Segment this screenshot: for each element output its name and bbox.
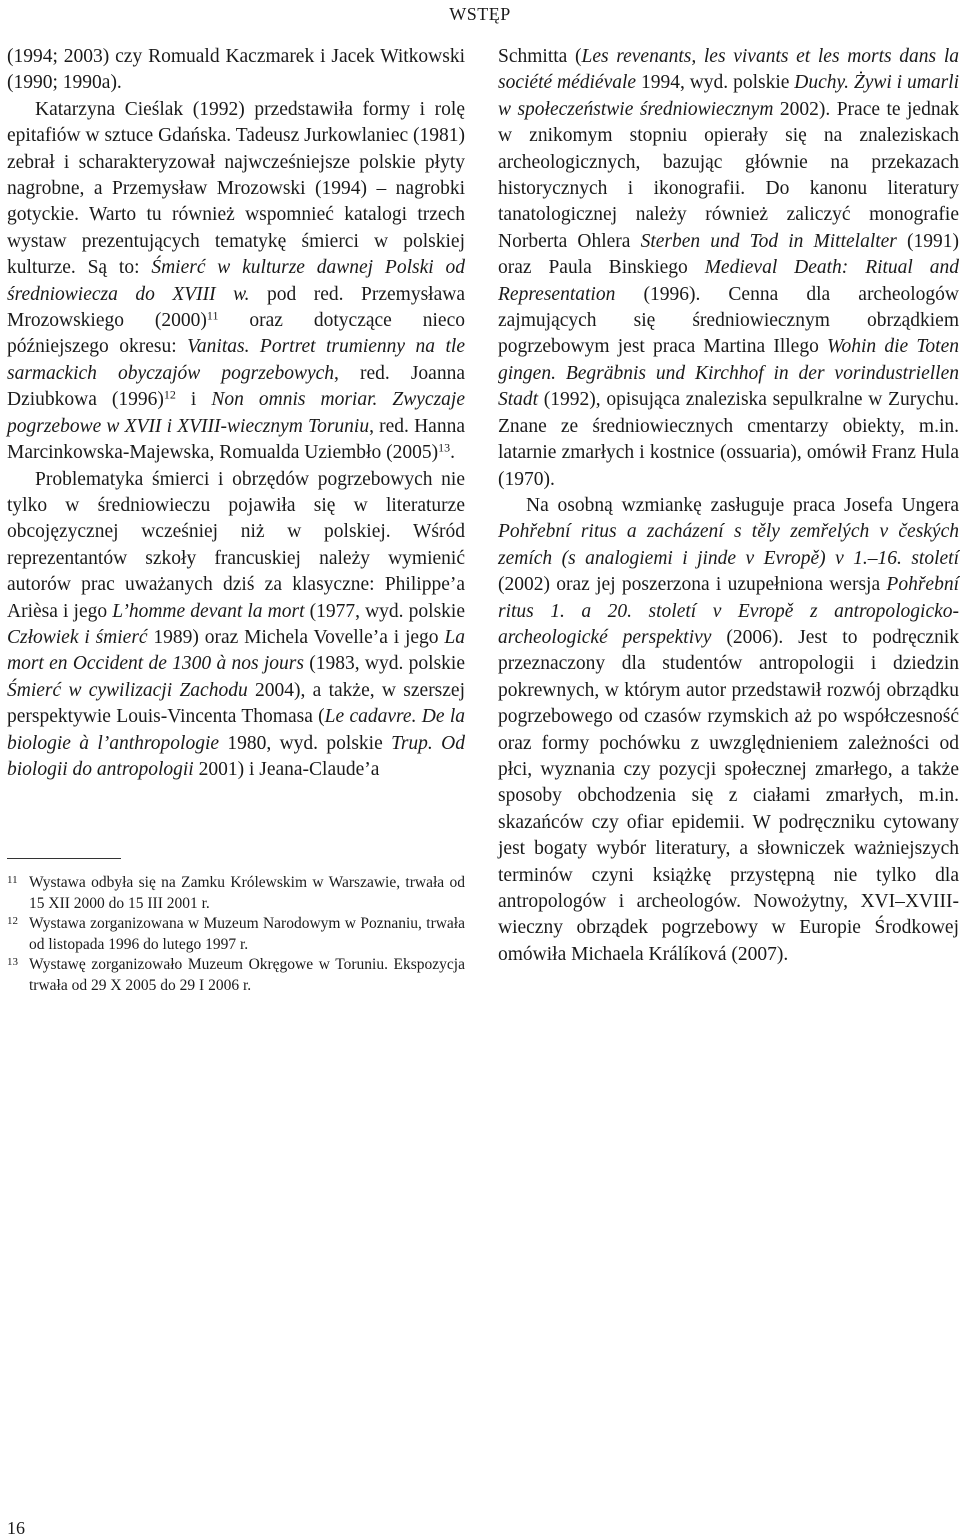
text-run: i	[175, 389, 212, 411]
footnote-divider	[7, 858, 121, 859]
italic-title: Pohřební ritus 1. a 20. století v Evropě z antropologicko-archeologické perspektivy	[498, 574, 959, 648]
right-column	[498, 44, 959, 968]
text-run: (1996). Cenna dla archeologów zajmujących się średniowiecznym obrządkiem pogrzebowym jest praca Martina Illego	[498, 283, 959, 358]
paragraph-foreign-literature	[7, 467, 465, 784]
page-number: 16	[7, 1518, 25, 1538]
footnote-number: 11	[7, 874, 18, 886]
italic-title: Wohin die Toten gingen. Begräbnis und Kirchhof in der vorindustriellen Stadt	[498, 336, 959, 411]
italic-title: Trup. Od biologii do antropologii	[7, 732, 465, 780]
italic-title: La mort en Occident de 1300 à nos jours	[7, 626, 466, 675]
italic-title: L’homme devant la mort	[112, 600, 305, 622]
text-run: (1977, wyd. polskie	[304, 600, 465, 622]
left-column	[7, 44, 465, 783]
italic-title: Śmierć w kulturze dawnej Polski od średniowiecza do XVIII w.	[7, 257, 465, 305]
running-header: WSTĘP	[449, 4, 511, 24]
text-run: , red. Hanna Marcinkowska-Majewska, Romualda Uziembło (2005)	[7, 415, 465, 464]
footnote-ref: 13	[438, 440, 451, 455]
text-run: 2004), a także, w szerszej perspektywie Louis-Vincenta Thomasa (	[7, 679, 466, 728]
text-run: 1980, wyd. polskie	[219, 732, 392, 754]
paragraph-continued	[7, 44, 465, 97]
text-run: 2002). Prace te jednak w znikomym stopniu opierały się na znaleziskach archeologicznych, bazując głównie na przekazach historycznych i ikonografii. Do kanonu literatury tanatologicznej należy również zaliczyć monografie Norberta Ohlera	[498, 98, 959, 252]
text-run: oraz dotyczące nieco późniejszego okresu:	[7, 310, 465, 358]
paragraph-continued	[498, 44, 959, 493]
text-run: (1983, wyd. polskie	[303, 653, 466, 675]
italic-title: Człowiek i śmierć	[7, 626, 148, 648]
text-run: pod red. Przemysława Mrozowskiego (2000)	[7, 283, 465, 332]
footnote-ref: 11	[206, 308, 219, 323]
text-run: 1994, wyd. polskie	[636, 72, 795, 94]
footnote-text: Wystawę zorganizowało Muzeum Okręgowe w Toruniu. Ekspozycja trwała od 29 X 2005 do 29 I 2006 r.	[29, 956, 465, 994]
text-run: (1991) oraz Paula Binskiego	[498, 230, 959, 279]
italic-title: Medieval Death: Ritual and Representation	[498, 257, 960, 305]
text-run: 1989) oraz Michela Vovelle’a i jego	[147, 626, 445, 648]
footnote-text: Wystawa zorganizowana w Muzeum Narodowym w Poznaniu, trwała od listopada 1996 do lutego 1997 r.	[29, 915, 465, 953]
text-run: 2001) i Jeana-Claude’a	[193, 758, 380, 780]
italic-title: Sterben und Tod in Mittelalter	[640, 230, 897, 252]
footnote-11	[7, 873, 465, 914]
italic-title: Vanitas. Portret trumienny na tle sarmackich obyczajów pogrzebowych	[7, 336, 466, 384]
text-run: (1994; 2003) czy Romuald Kaczmarek i Jacek Witkowski (1990; 1990a).	[7, 46, 465, 94]
italic-title: Les revenants, les vivants et les morts dans la société médiévale	[498, 46, 959, 94]
footnote-text: Wystawa odbyła się na Zamku Królewskim w Warszawie, trwała od 15 XII 2000 do 15 III 2001 r.	[29, 874, 465, 912]
text-run: (1992), opisująca znaleziska sepulkralne w Zurychu. Znane ze średniowiecznych cmentarzy obiekty, m.in. latarnie zmarłych i kostnice (ossuaria), omówił Franz Hula (1970).	[498, 389, 959, 490]
text-run: , red. Joanna Dziubkowa (1996)	[7, 362, 465, 411]
footnote-ref: 12	[163, 387, 176, 402]
text-run: Katarzyna Cieślak (1992) przedstawiła formy i rolę epitafiów w sztuce Gdańska. Tadeusz Jurkowlaniec (1981) zebrał i scharakteryzował najwcześniejsze polskie płyty nagrobne, a Przemysław Mrozowski (1994) – nagrobki gotyckie. Warto tu również wspomnieć katalogi trzech wystaw prezentujących tematykę śmierci w polskiej kulturze. Są to:	[7, 98, 466, 279]
paragraph-epitaphs	[7, 97, 465, 467]
footnote-13	[7, 955, 465, 996]
footnotes	[7, 873, 465, 997]
footnote-number: 13	[7, 956, 18, 969]
text-run: Schmitta (	[498, 46, 582, 67]
text-run: Problematyka śmierci i obrzędów pogrzebowych nie tylko w średniowieczu pojawiła się w literaturze obcojęzycznej wcześniej niż w polskiej. Wśród reprezentantów szkoły francuskiej należy wymienić autorów prac uważanych dziś za klasyczne: Philippe’a Arièsa i jego	[7, 468, 465, 622]
italic-title: Non omnis moriar. Zwyczaje pogrzebowe w XVII i XVIII-wiecznym Toruniu	[7, 389, 465, 437]
paragraph-unger	[498, 493, 959, 968]
italic-title: Le cadavre. De la biologie à l’anthropologie	[7, 706, 465, 754]
italic-title: Duchy. Żywi i umarli w społeczeństwie średniowiecznym	[498, 72, 959, 120]
text-run: (2006). Jest to podręcznik przeznaczony dla studentów antropologii i dziedzin pokrewnych, w którym autor przedstawił rozwój obrządku pogrzebowego od czasów rzymskich aż po współczesność oraz formy pochówku z uwzględnieniem zależności od płci, wyznania czy pozycji społecznej zmarłego, a także sposoby obchodzenia się z ciałami zmarłych, m.in. skazańców czy ofiar epidemii. W podręczniku cytowany jest bogaty wybór literatury, a słowniczek ważniejszych terminów czyni książkę przystępną nie tylko dla antropologów i archeologów. Nowożytny, XVI–XVIII-wieczny obrządek pogrzebowy w Europie Środkowej omówiła Michaela Králíková (2007).	[498, 626, 959, 965]
text-run: .	[450, 442, 455, 464]
footnote-number: 12	[7, 915, 18, 928]
footnote-12	[7, 914, 465, 955]
italic-title: Pohřební ritus a zacházení s těly zemřelých v českých zemích (s analogiemi i jinde v Evropě) v 1.–16. století	[498, 521, 959, 569]
italic-title: Śmierć w cywilizacji Zachodu	[7, 679, 248, 701]
text-run: Na osobną wzmiankę zasługuje praca Josefa Ungera	[526, 494, 959, 516]
text-run: (2002) oraz jej poszerzona i uzupełniona wersja	[498, 574, 887, 596]
